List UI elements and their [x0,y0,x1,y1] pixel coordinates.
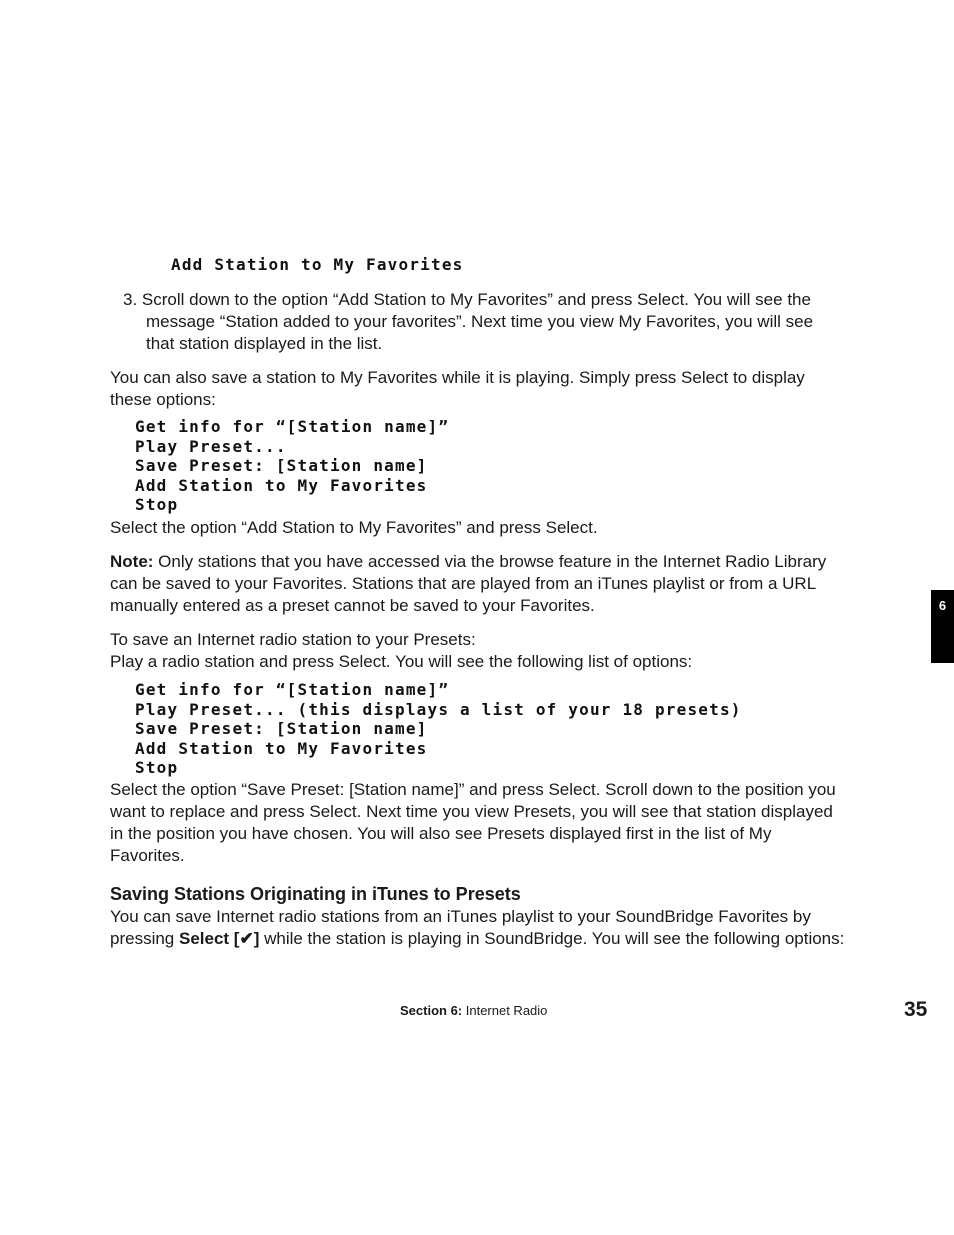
lcd-menu-item: Stop [135,758,179,778]
step-3-line-3: that station displayed in the list. [146,334,383,353]
lcd-text-add-station: Add Station to My Favorites [171,255,464,274]
lcd-menu-item: Add Station to My Favorites [135,475,428,495]
lcd-menu-item: Add Station to My Favorites [135,738,428,758]
lcd-menu-presets [135,680,742,778]
step-3-line-2: message “Station added to your favorites”. Next time you view My Favorites, you will see [146,312,814,331]
chapter-tab: 6 [931,590,954,663]
step-3-line-1: Scroll down to the option “Add Station to My Favorites” and press Select. You will see the [141,290,811,309]
lcd-menu-item: Stop [135,495,179,515]
lcd-menu-item: Save Preset: [Station name] [135,719,428,739]
paragraph-save-while-playing: You can also save a station to My Favorites while it is playing. Simply press Select to display these options: [110,368,805,409]
itunes-text-before: You can save Internet radio stations from an iTunes playlist to your SoundBridge Favorites by pressing [110,907,811,948]
note-label: Note: [110,552,154,571]
section-heading: Saving Stations Originating in iTunes to Presets [110,884,521,904]
lcd-menu-item: Get info for “[Station name]” [135,680,450,699]
lcd-menu-favorites [135,417,449,515]
footer-section-title: Internet Radio [462,1003,548,1018]
lcd-menu-item: Play Preset... [135,436,287,456]
page-number: 35 [904,998,928,1021]
paragraph-itunes-presets [110,906,845,950]
lcd-menu-item: Get info for “[Station name]” [135,417,450,436]
lcd-menu-item: Play Preset... (this displays a list of your 18 presets) [135,699,742,719]
presets-intro-line-2: Play a radio station and press Select. You will see the following list of options: [110,652,693,671]
note-text: Only stations that you have accessed via the browse feature in the Internet Radio Library can be saved to your Favorites. Stations that are played from an iTunes playlist or from a URL manually entered as a preset cannot be saved to your Favorites. [110,552,827,615]
presets-intro-line-1: To save an Internet radio station to your Presets: [110,630,476,649]
lcd-menu-item: Save Preset: [Station name] [135,456,428,476]
paragraph-save-preset: Select the option “Save Preset: [Station name]” and press Select. Scroll down to the position you want to replace and press Select. Next time you view Presets, you will see that station displayed in the position you have chosen. You will also see Presets displayed first in the list of My Favorites. [110,780,836,865]
step-3-number: 3. [123,290,138,309]
itunes-text-after: while the station is playing in SoundBridge. You will see the following options: [259,929,845,948]
page-footer [400,1002,547,1020]
paragraph-select-add-station: Select the option “Add Station to My Favorites” and press Select. [110,518,598,537]
footer-section-label: Section 6: [400,1003,463,1018]
step-3 [123,289,843,355]
select-key-label: Select [✔] [178,929,260,948]
paragraph-presets-intro [110,629,845,673]
note-paragraph [110,551,845,617]
